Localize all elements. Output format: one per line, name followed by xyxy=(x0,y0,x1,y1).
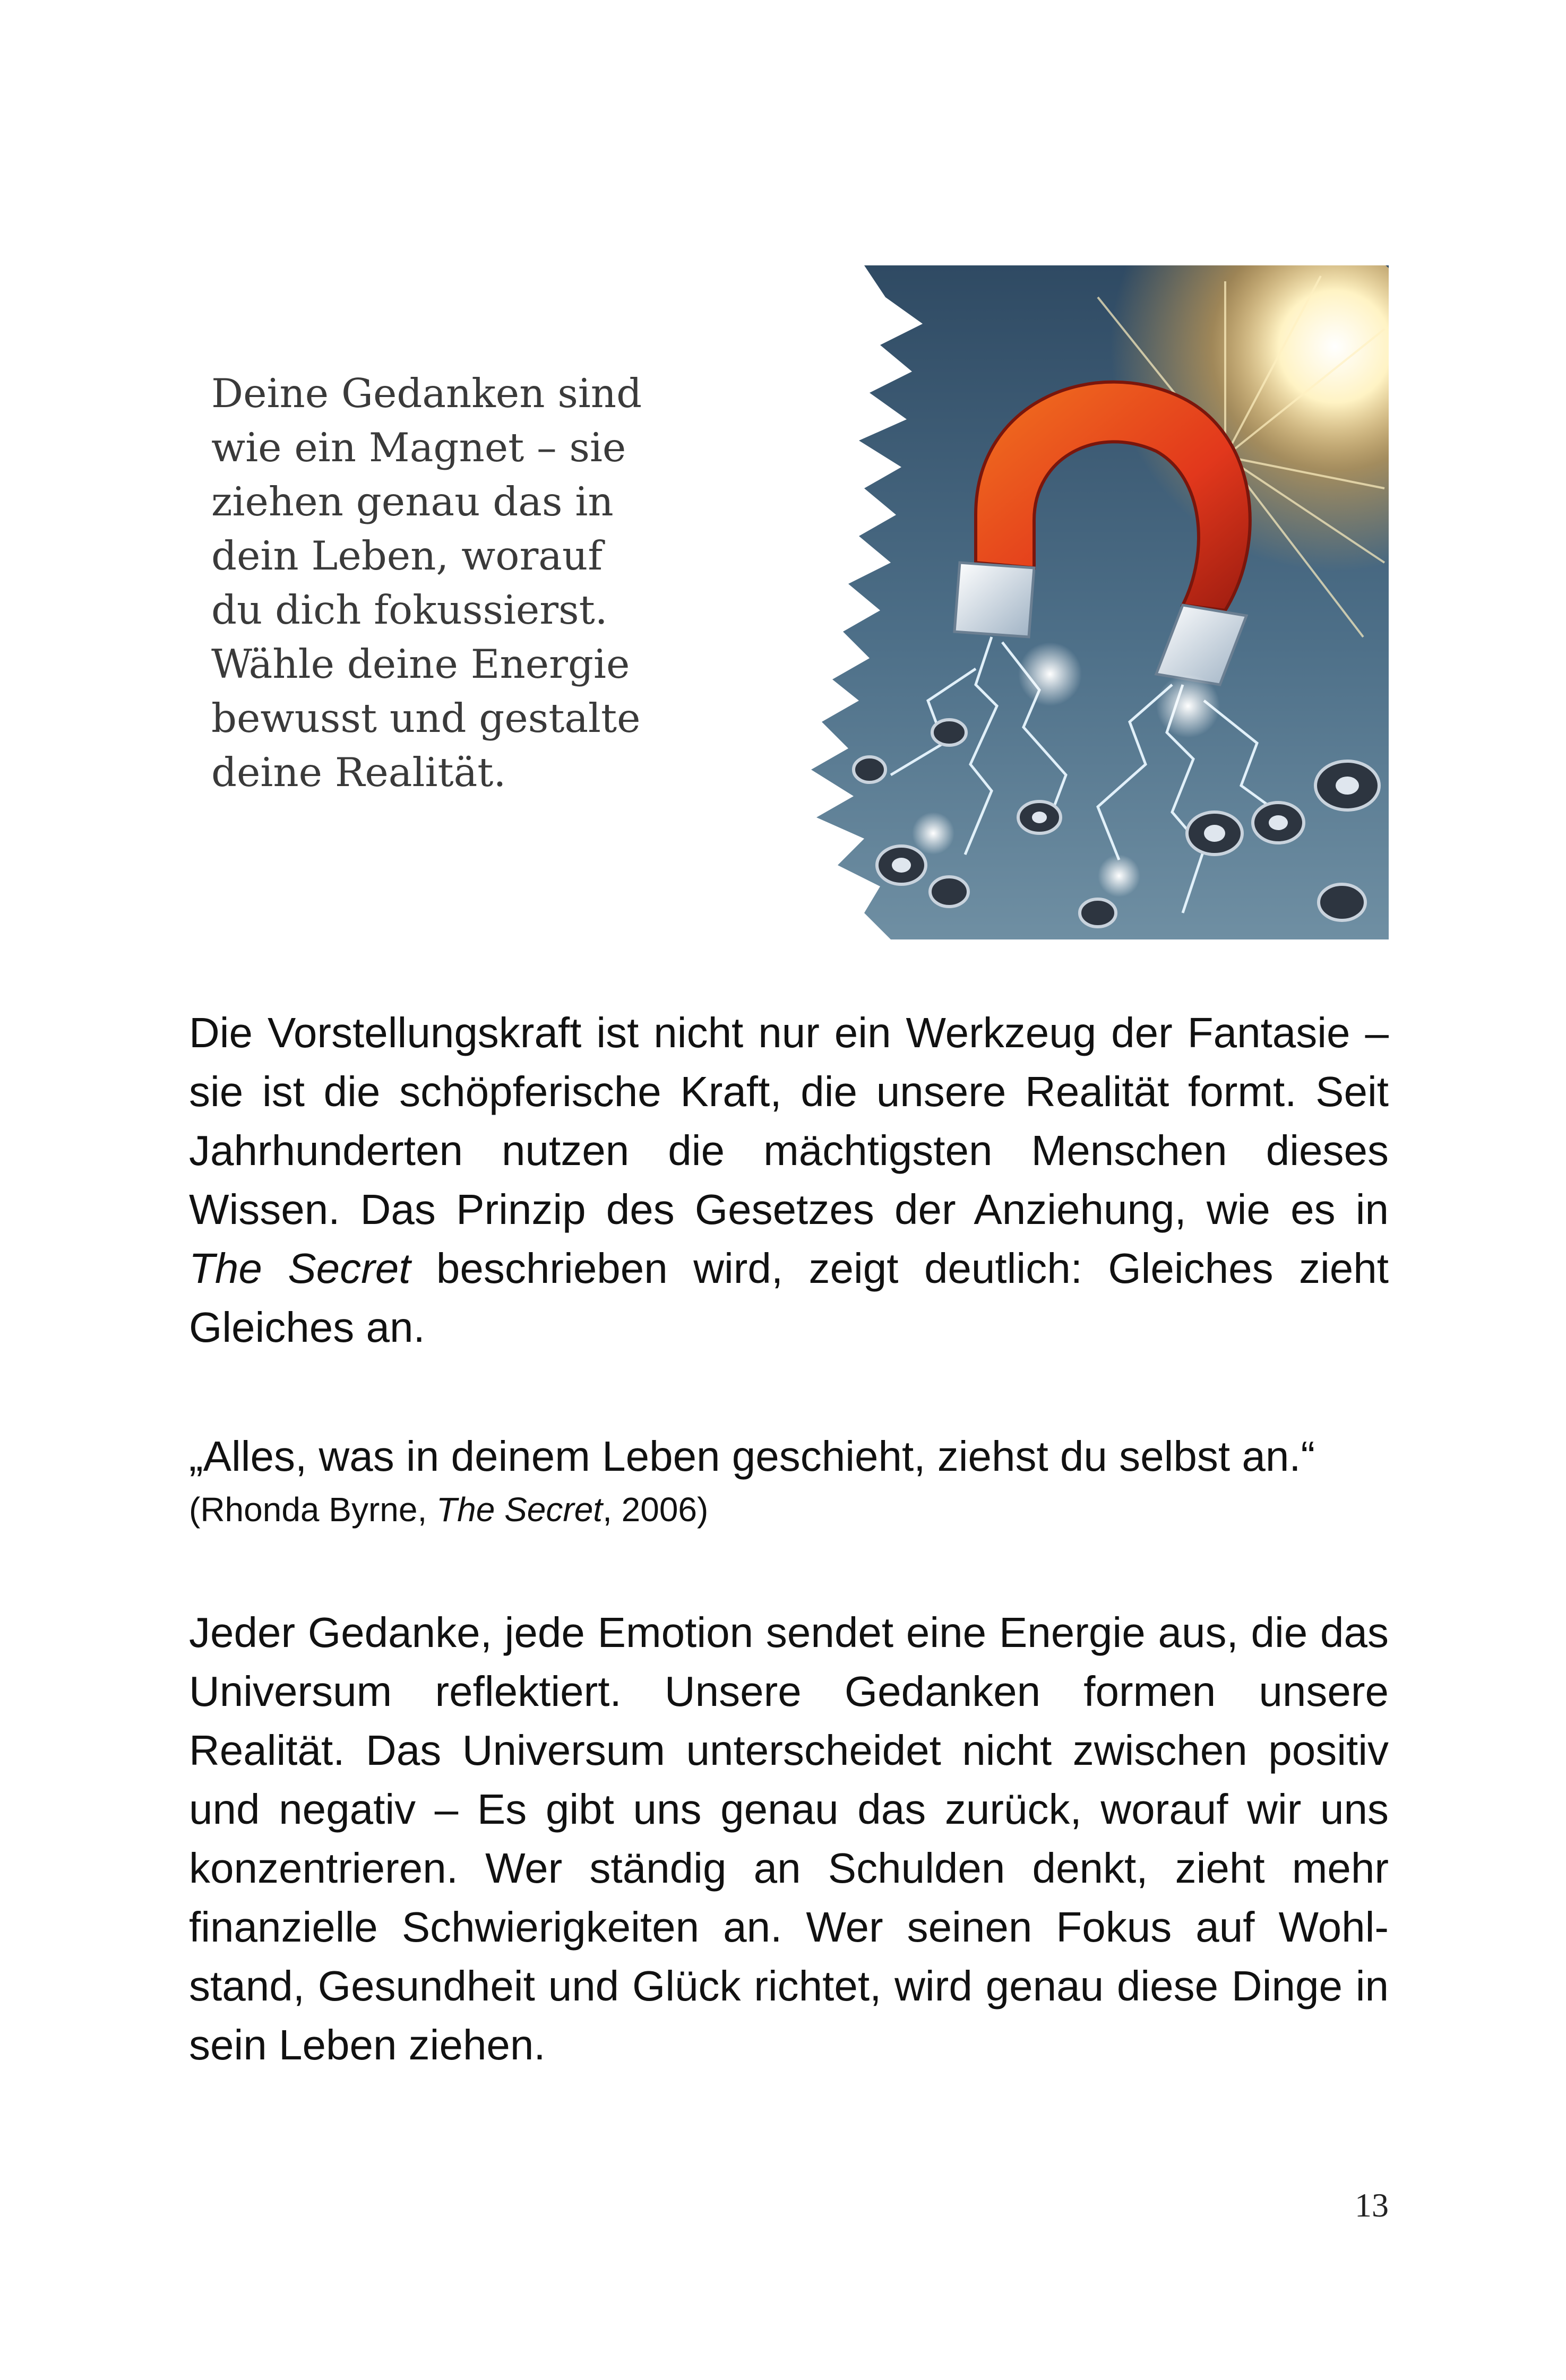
paragraph-1-text: Die Vorstellungskraft ist nicht nur ein Werkzeug der Fantasie – sie ist die schöpferische Kraft, die unsere Realität formt. Seit Jahrhunderten nutzen die mächtigsten Menschen dieses Wissen. Das Prinzip des Gesetzes der Anziehung, wie es in xyxy=(189,1009,1389,1233)
callout-line: deine Realität. xyxy=(211,749,506,796)
attribution-suffix: , 2006) xyxy=(603,1490,709,1529)
callout-line: bewusst und gestalte xyxy=(211,695,641,741)
quote-attribution xyxy=(189,1486,1389,1533)
callout-line: dein Leben, worauf xyxy=(211,532,603,579)
body-paragraph-1 xyxy=(189,1003,1389,1357)
callout-quote xyxy=(211,366,678,799)
callout-line: ziehen genau das in xyxy=(211,478,614,525)
callout-line: du dich fokussierst. xyxy=(211,587,608,633)
quote-text: „Alles, was in deinem Leben geschieht, ziehst du selbst an.“ xyxy=(189,1433,1315,1480)
paragraph-2-text: Jeder Gedanke, jede Emotion sendet eine Energie aus, die das Universum reflektiert. Unsere Gedanken formen unsere Realität. Das Universum unterscheidet nicht zwischen positiv und negativ – Es gibt uns genau das zurück, worauf wir uns konzentrieren. Wer ständig an Schulden denkt, zieht mehr finanzielle Schwierigkeiten an. Wer seinen Fokus auf Wohlstand, Gesundheit und Glück richtet, wird genau diese Dinge in sein Leben ziehen. xyxy=(189,1609,1389,2068)
page-number: 13 xyxy=(1355,2186,1389,2224)
callout-line: Wähle deine Energie xyxy=(211,641,630,687)
attribution-title: The Secret xyxy=(436,1490,603,1529)
book-title: The Secret xyxy=(189,1245,411,1292)
callout-line: Deine Gedanken sind xyxy=(211,370,642,417)
callout-line: wie ein Magnet – sie xyxy=(211,424,626,471)
paragraph-1-text-end: beschrieben wird, zeigt deutlich: Gleiches zieht Gleiches an. xyxy=(189,1245,1389,1351)
quote-block xyxy=(189,1427,1389,1533)
horseshoe-magnet-illustration xyxy=(801,265,1389,939)
body-paragraph-2 xyxy=(189,1603,1389,2074)
attribution-prefix: (Rhonda Byrne, xyxy=(189,1490,437,1529)
